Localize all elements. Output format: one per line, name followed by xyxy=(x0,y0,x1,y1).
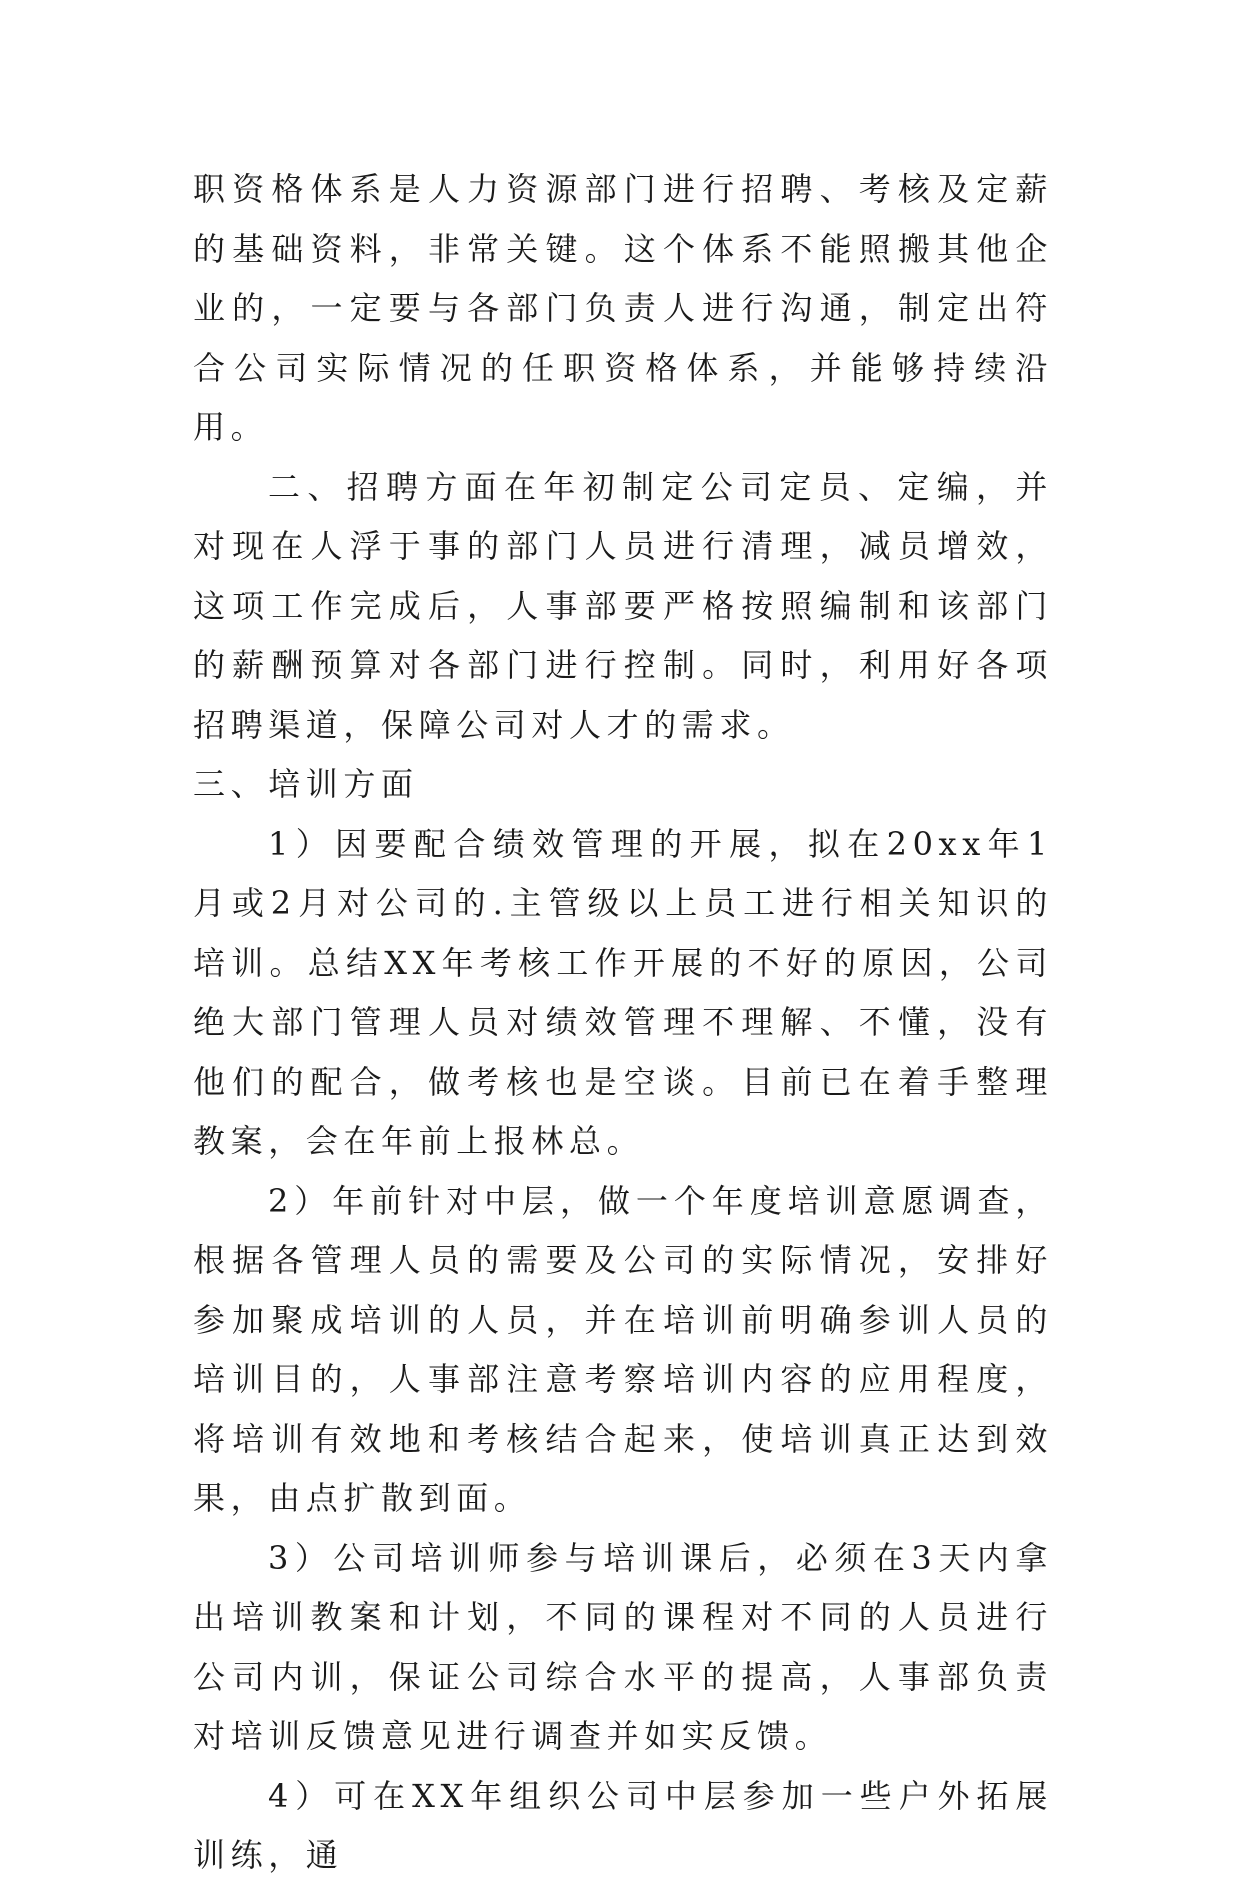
paragraph-training-item-3: 3）公司培训师参与培训课后，必须在3天内拿出培训教案和计划，不同的课程对不同的人员进行公司内训，保证公司综合水平的提高，人事部负责对培训反馈意见进行调查并如实反馈。 xyxy=(193,1538,1053,1755)
paragraph-training-item-1: 1）因要配合绩效管理的开展，拟在20xx年1月或2月对公司的.主管级以上员工进行相关知识的培训。总结XX年考核工作开展的不好的原因，公司绝大部门管理人员对绩效管理不理解、不懂，没有他们的配合，做考核也是空谈。目前已在着手整理教案，会在年前上报林总。 xyxy=(193,824,1053,1160)
heading-training: 三、培训方面 xyxy=(193,765,419,803)
paragraph-training-item-4: 4）可在XX年组织公司中层参加一些户外拓展训练，通 xyxy=(193,1776,1053,1874)
paragraph-recruitment: 二、招聘方面在年初制定公司定员、定编，并对现在人浮于事的部门人员进行清理，减员增效，这项工作完成后，人事部要严格按照编制和该部门的薪酬预算对各部门进行控制。同时，利用好各项招聘渠道，保障公司对人才的需求。 xyxy=(193,467,1053,744)
paragraph-qualification-system: 职资格体系是人力资源部门进行招聘、考核及定薪的基础资料，非常关键。这个体系不能照搬其他企业的，一定要与各部门负责人进行沟通，制定出符合公司实际情况的任职资格体系，并能够持续沿用。 xyxy=(193,170,1053,446)
paragraph-training-item-2: 2）年前针对中层，做一个年度培训意愿调查，根据各管理人员的需要及公司的实际情况，安排好参加聚成培训的人员，并在培训前明确参训人员的培训目的，人事部注意考察培训内容的应用程度，将培训有效地和考核结合起来，使培训真正达到效果，由点扩散到面。 xyxy=(193,1181,1053,1517)
document-body xyxy=(193,160,1053,1886)
